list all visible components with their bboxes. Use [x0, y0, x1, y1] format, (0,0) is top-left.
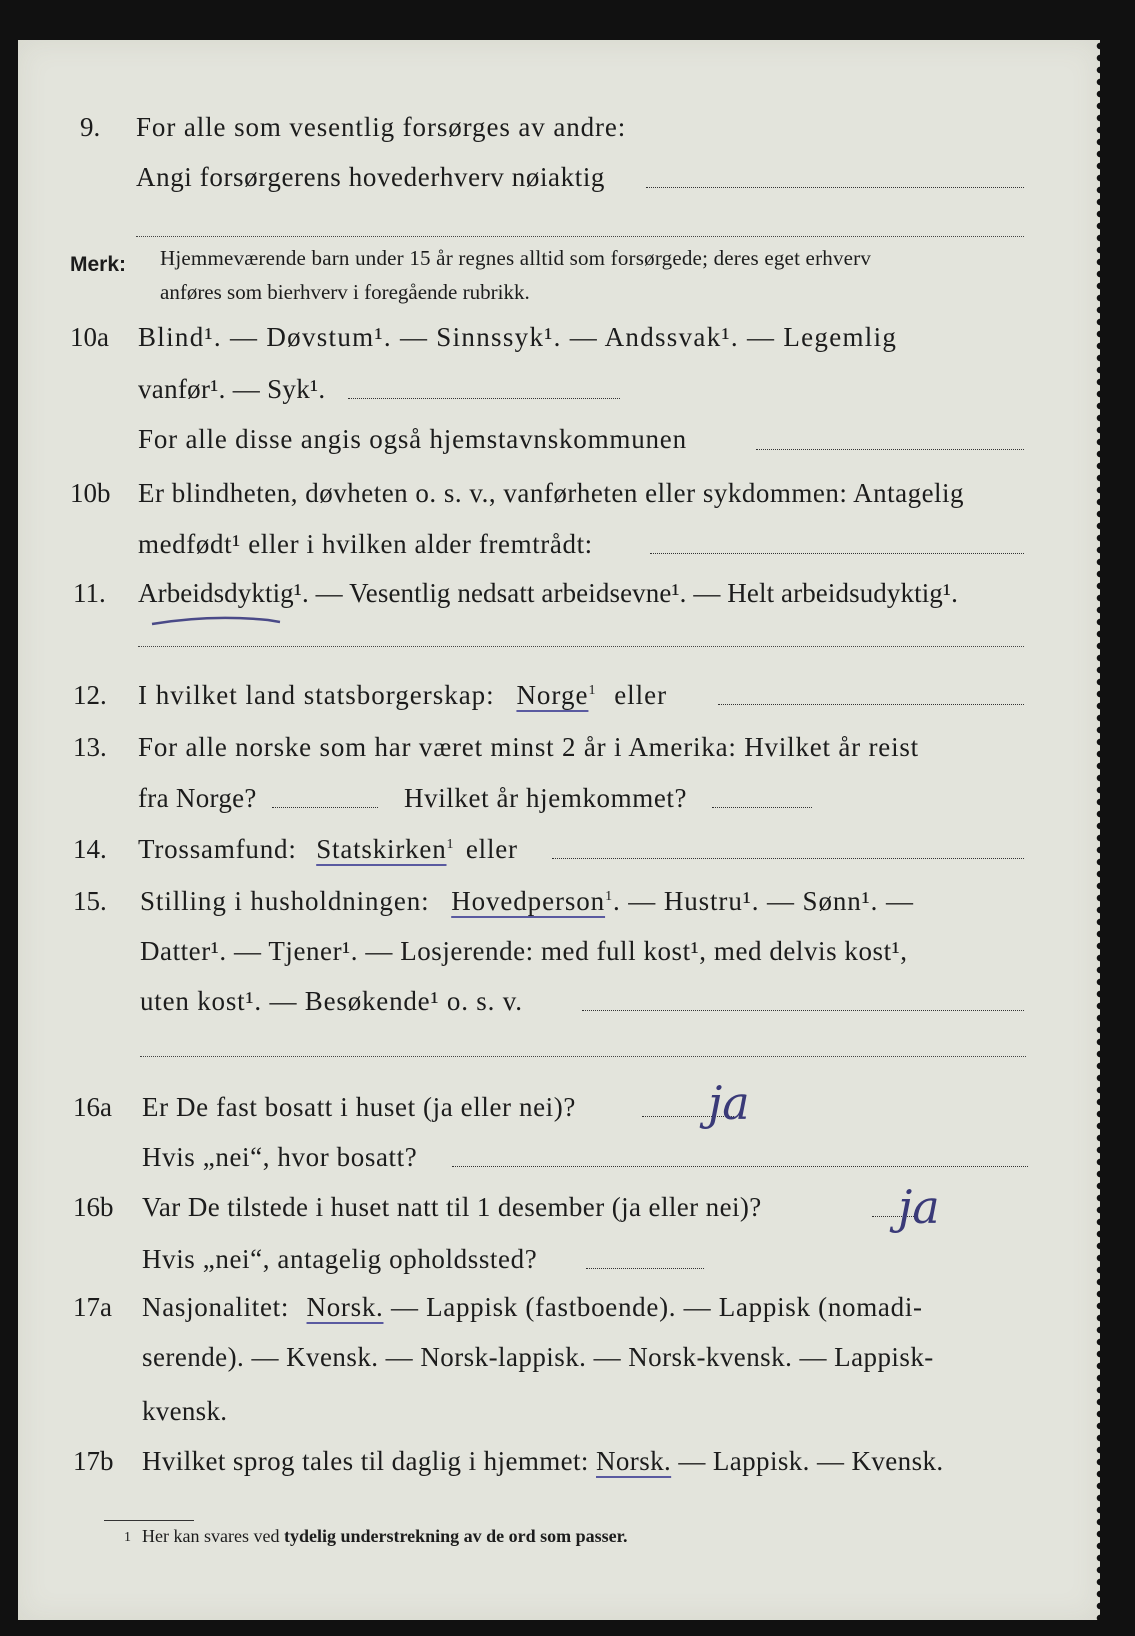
q9-number: 9. [80, 112, 101, 142]
q17b-prefix: Hvilket sprog tales til daglig i hjemmet: [142, 1446, 589, 1476]
merk-line2: anføres som bierhverv i foregående rubrikk. [160, 280, 530, 304]
q12-land-field[interactable] [718, 704, 1024, 705]
q11-answer-line[interactable] [138, 646, 1024, 647]
q15-line1: Stilling i husholdningen: Hovedperson$^1$. — Hustru¹. — Sønn¹. — [140, 886, 914, 916]
q15-rest1: . — Hustru¹. — Sønn¹. — [612, 886, 914, 916]
q13-number: 13. [73, 732, 107, 762]
q17a-prefix: Nasjonalitet: [142, 1292, 290, 1322]
merk-label: Merk: [70, 253, 127, 276]
q16a-number: 16a [73, 1092, 112, 1122]
q11-pen-underline [148, 610, 288, 632]
q16a-line1: Er De fast bosatt i huset (ja eller nei)? [142, 1092, 576, 1122]
census-form-page [18, 40, 1100, 1620]
q16b-opholdssted-field[interactable] [586, 1268, 704, 1269]
q17a-line3: kvensk. [142, 1396, 228, 1426]
q14-suffix: eller [465, 834, 518, 864]
q17a-rest1: — Lappisk (fastboende). — Lappisk (nomadi- [390, 1292, 923, 1322]
q11-line1: Arbeidsdyktig¹. — Vesentlig nedsatt arbeidsevne¹. — Helt arbeidsudyktig¹. [138, 578, 958, 608]
q15-underlined: Hovedperson [451, 886, 606, 916]
q12-underlined: Norge [516, 680, 589, 710]
q10a-number: 10a [70, 322, 109, 352]
q12-number: 12. [73, 680, 107, 710]
q17b-number: 17b [73, 1446, 114, 1476]
q12-prefix: I hvilket land statsborgerskap: [138, 680, 495, 710]
q12-line: I hvilket land statsborgerskap: Norge$^1$ eller [138, 680, 668, 710]
q16a-line2: Hvis „nei“, hvor bosatt? [142, 1142, 418, 1172]
q15-prefix: Stilling i husholdningen: [140, 886, 430, 916]
q10a-line1: Blind¹. — Døvstum¹. — Sinnssyk¹. — Andssvak¹. — Legemlig [138, 322, 898, 352]
q9-line1: For alle som vesentlig forsørges av andre: [136, 112, 627, 142]
q17a-underlined: Norsk. [306, 1292, 384, 1322]
q14-trossamfund-field[interactable] [552, 858, 1024, 859]
q10b-alder-field[interactable] [650, 553, 1024, 554]
q12-suffix: eller [614, 680, 668, 710]
q14-line: Trossamfund: Statskirken$^1$ eller [138, 834, 518, 864]
q15-stilling-field[interactable] [582, 1010, 1024, 1011]
q13-reist-field[interactable] [272, 807, 378, 808]
q16a-bosatt-field[interactable] [452, 1166, 1028, 1167]
q14-underlined: Statskirken [316, 834, 447, 864]
q10a-syk-field[interactable] [348, 398, 620, 399]
q17b-suffix: — Lappisk. — Kvensk. [678, 1446, 944, 1476]
q16b-line1: Var De tilstede i huset natt til 1 desember (ja eller nei)? [142, 1192, 762, 1222]
footnote-mark: 1 [124, 1530, 131, 1545]
q17a-line2: serende). — Kvensk. — Norsk-lappisk. — Norsk-kvensk. — Lappisk- [142, 1342, 934, 1372]
q17b-line [142, 1446, 944, 1477]
q14-number: 14. [73, 834, 107, 864]
q10a-line3: For alle disse angis også hjemstavnskommunen [138, 424, 687, 454]
footnote-bold: tydelig understrekning av de ord som passer. [283, 1526, 628, 1546]
q9-answer-line2[interactable] [136, 236, 1024, 237]
merk-line1: Hjemmeværende barn under 15 år regnes alltid som forsørgede; deres eget erhverv [160, 246, 872, 270]
q10a-line2: vanfør¹. — Syk¹. [138, 374, 326, 404]
q17a-number: 17a [73, 1292, 112, 1322]
q15-answer-line[interactable] [140, 1056, 1026, 1057]
q13-hjemkommet-field[interactable] [712, 807, 812, 808]
q10b-line2: medfødt¹ eller i hvilken alder fremtrådt: [138, 529, 593, 559]
perforated-edge [1094, 40, 1106, 1620]
footnote-rule [104, 1520, 194, 1521]
q15-line2: Datter¹. — Tjener¹. — Losjerende: med full kost¹, med delvis kost¹, [140, 936, 908, 966]
q13-part-b: Hvilket år hjemkommet? [404, 783, 688, 813]
q9-line2: Angi forsørgerens hovederhverv nøiaktig [136, 162, 606, 192]
q10a-hjemstavn-field[interactable] [756, 449, 1024, 450]
q11-number: 11. [73, 578, 106, 608]
q13-line1: For alle norske som har været minst 2 år i Amerika: Hvilket år reist [138, 732, 919, 762]
footnote-plain: Her kan svares ved [142, 1526, 280, 1546]
q16b-handwritten-answer: ja [898, 1180, 940, 1234]
q16a-handwritten-answer: ja [708, 1076, 750, 1130]
q17a-line1 [142, 1292, 923, 1323]
q16b-number: 16b [73, 1192, 114, 1222]
q14-prefix: Trossamfund: [138, 834, 297, 864]
q13-part-a: fra Norge? [138, 783, 257, 813]
footnote-text [142, 1526, 628, 1547]
q15-line3: uten kost¹. — Besøkende¹ o. s. v. [140, 986, 523, 1016]
q10b-number: 10b [70, 478, 111, 508]
q16b-line2: Hvis „nei“, antagelig opholdssted? [142, 1244, 538, 1274]
q9-answer-field[interactable] [646, 187, 1024, 188]
q17b-underlined: Norsk. [596, 1446, 672, 1476]
q10b-line1: Er blindheten, døvheten o. s. v., vanførheten eller sykdommen: Antagelig [138, 478, 965, 508]
q15-number: 15. [73, 886, 107, 916]
